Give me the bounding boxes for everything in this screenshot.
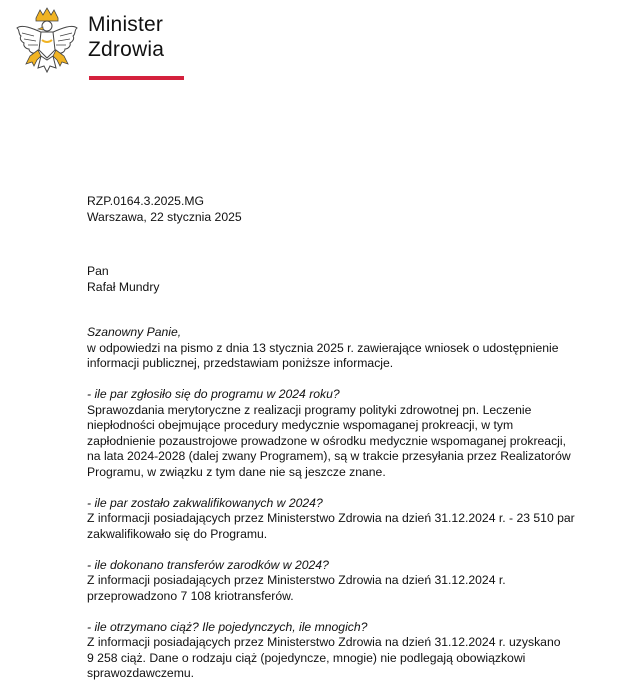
answer-4-line: 9 258 ciąż. Dane o rodzaju ciąż (pojedyncze, mnogie) nie podlegają obowiązkowi xyxy=(87,650,526,665)
polish-eagle-emblem xyxy=(14,6,80,82)
recipient-title: Pan xyxy=(87,264,109,278)
answer-2-line: zakwalifikowało się do Programu. xyxy=(87,526,268,541)
letter-body xyxy=(87,325,602,682)
red-accent-line xyxy=(89,76,184,80)
recipient-block xyxy=(87,264,602,295)
answer-4-line: Z informacji posiadających przez Ministerstwo Zdrowia na dzień 31.12.2024 r. uzyskano xyxy=(87,635,561,649)
question-2: - ile par zostało zakwalifikowanych w 2024? xyxy=(87,495,323,510)
ministry-name-line1: Minister xyxy=(88,13,164,36)
reference-block xyxy=(87,194,602,225)
question-1: - ile par zgłosiło się do programu w 2024 roku? xyxy=(87,387,340,401)
answer-4-line: sprawozdawczemu. xyxy=(87,666,195,680)
answer-1-line: Sprawozdania merytoryczne z realizacji programy polityki zdrowotnej pn. Leczenie xyxy=(87,402,532,417)
answer-1-line: na lata 2024-2028 (dalej zwany Programem), są w trakcie przesyłania przez Realizatorów xyxy=(87,449,571,463)
letterhead xyxy=(14,6,194,84)
reference-number: RZP.0164.3.2025.MG xyxy=(87,194,204,208)
intro-line: informacji publicznej, przedstawiam poniższe informacje. xyxy=(87,356,394,370)
salutation: Szanowny Panie, xyxy=(87,325,182,339)
answer-1-line: niepłodności obejmujące procedury medycznie wspomaganej prokreacji, w tym xyxy=(87,418,514,432)
answer-3-line: przeprowadzono 7 108 kriotransferów. xyxy=(87,588,294,603)
answer-2-line: Z informacji posiadających przez Ministerstwo Zdrowia na dzień 31.12.2024 r. - 23 510 par xyxy=(87,511,575,525)
question-3: - ile dokonano transferów zarodków w 2024? xyxy=(87,557,329,572)
intro-line: w odpowiedzi na pismo z dnia 13 stycznia 2025 r. zawierające wniosek o udostępnienie xyxy=(87,340,559,355)
ministry-name xyxy=(88,12,164,62)
answer-1-line: Programu, w związku z tym dane nie są jeszcze znane. xyxy=(87,464,386,479)
recipient-name: Rafał Mundry xyxy=(87,279,160,294)
place-date: Warszawa, 22 stycznia 2025 xyxy=(87,209,242,224)
question-4: - ile otrzymano ciąż? Ile pojedynczych, ile mnogich? xyxy=(87,619,368,634)
answer-3-line: Z informacji posiadających przez Ministerstwo Zdrowia na dzień 31.12.2024 r. xyxy=(87,573,506,587)
ministry-name-line2: Zdrowia xyxy=(88,38,165,61)
answer-1-line: zapłodnienie pozaustrojowe prowadzone w ośrodku medycznie wspomaganej prokreacji, xyxy=(87,433,566,448)
